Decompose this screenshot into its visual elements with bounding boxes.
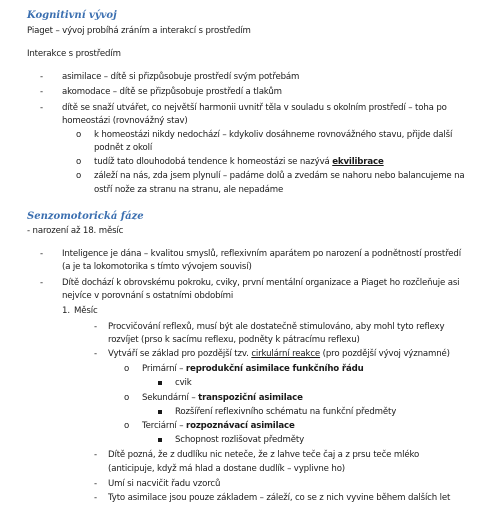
heading-senzomotoricka-faze: Senzomotorická fáze	[27, 211, 144, 222]
pokrok-line2: nejvíce v porovnání s ostatními obdobími	[62, 291, 234, 301]
homeostaze-line1: k homeostázi nikdy nedochází – kdykoliv dosáhneme rovnovážného stavu, přijde další	[94, 130, 453, 140]
dash-bullet: -	[94, 322, 98, 332]
primarni-label: Primární –	[142, 364, 186, 374]
primarni-line	[142, 364, 364, 375]
ekvilibrace-text: tudíž tato dlouhodobá tendence k homeostázi se nazývá	[94, 157, 333, 167]
dash-bullet: -	[94, 450, 98, 460]
circle-bullet: o	[124, 364, 130, 374]
asimilace-item: asimilace – dítě si přizpůsobuje prostředí svým potřebám	[62, 72, 300, 82]
dash-bullet: -	[40, 87, 44, 97]
sekundarni-line	[142, 393, 303, 404]
reflexy-line2: rozvíjet (prso k sacímu reflexu, podněty k pátracímu reflexu)	[108, 335, 360, 345]
circle-bullet: o	[124, 421, 130, 431]
vzorce-item: Umí si nacvičit řadu vzorců	[108, 479, 221, 489]
circle-bullet: o	[76, 130, 82, 140]
square-bullet	[158, 410, 162, 414]
number-1: 1.	[62, 306, 70, 316]
heading-kognitivni-vyvoj: Kognitivní vývoj	[27, 10, 117, 21]
inteligence-line2: (a je ta lokomotorika s tímto vývojem souvisí)	[62, 262, 252, 272]
cirkularni-note: (pro pozdější vývoj významné)	[320, 349, 450, 359]
akomodace-item: akomodace – dítě se přizpůsobuje prostředí a tlakům	[62, 87, 282, 97]
inteligence-line1: Inteligence je dána – kvalitou smyslů, reflexivním aparátem po narození a podnětností prostředí	[62, 249, 461, 259]
sekundarni-label: Sekundární –	[142, 393, 199, 403]
ekvilibrace-term: ekvilibrace	[332, 157, 384, 167]
dudlik-line1: Dítě pozná, že z dudlíku nic neteče, že z lahve teče čaj a z prsu teče mléko	[108, 450, 420, 460]
balance-line1: záleží na nás, zda jsem plynulí – padáme dolů a zvedám se nahoru nebo balancujeme na	[94, 171, 465, 181]
cirkularni-term: cirkulární reakce	[251, 349, 321, 359]
rozsireni-item: Rozšíření reflexivního schématu na funkční předměty	[175, 407, 397, 417]
piaget-line: Piaget – vývoj probíhá zráním a interakcí s prostředím	[27, 26, 251, 36]
narozeni-line: - narození až 18. měsíc	[27, 226, 124, 236]
pokrok-line1: Dítě dochází k obrovskému pokroku, cviky, první mentální organizace a Piaget ho rozčleňuje asi	[62, 278, 460, 288]
rozlisovat-item: Schopnost rozlišovat předměty	[175, 435, 305, 445]
dash-bullet: -	[40, 249, 44, 259]
circle-bullet: o	[76, 157, 82, 167]
circle-bullet: o	[124, 393, 130, 403]
ekvilibrace-line	[94, 157, 384, 168]
circle-bullet: o	[76, 171, 82, 181]
balance-line2: ostří nože za stranu na stranu, ale nepadáme	[94, 185, 284, 195]
square-bullet	[158, 381, 162, 385]
dash-bullet: -	[94, 479, 98, 489]
terciarni-line	[142, 421, 295, 432]
dash-bullet: -	[94, 349, 98, 359]
terciarni-label: Terciární –	[142, 421, 186, 431]
harmonie-item-line2: homeostázi (rovnovážný stav)	[62, 116, 188, 126]
harmonie-item-line1: dítě se snaží utvářet, co největší harmonii uvnitř těla v souladu s okolním prostředí – toha po	[62, 103, 447, 113]
mesic-label: Měsíc	[74, 306, 98, 316]
cvik-item: cvik	[175, 378, 192, 388]
sekundarni-term: transpoziční asimilace	[198, 393, 303, 403]
dudlik-line2: (anticipuje, když má hlad a dostane dudlík – vyplivne ho)	[108, 464, 346, 474]
dash-bullet: -	[40, 72, 44, 82]
asimilace-zaklad-item: Tyto asimilace jsou pouze základem – záleží, co se z nich vyvine během dalších let	[108, 493, 451, 503]
primarni-term: reprodukční asimilace funkčního řádu	[185, 364, 364, 374]
dash-bullet: -	[40, 278, 44, 288]
cirkularni-text: Vytváří se základ pro pozdější tzv.	[108, 349, 252, 359]
terciarni-term: rozpoznávací asimilace	[185, 421, 295, 431]
square-bullet	[158, 438, 162, 442]
interakce-heading: Interakce s prostředím	[27, 49, 121, 59]
dash-bullet: -	[40, 103, 44, 113]
cirkularni-reakce-line	[108, 349, 450, 360]
dash-bullet: -	[94, 493, 98, 503]
reflexy-line1: Procvičování reflexů, musí být ale dostatečně stimulováno, aby mohl tyto reflexy	[108, 322, 445, 332]
homeostaze-line2: podnět z okolí	[94, 143, 153, 153]
